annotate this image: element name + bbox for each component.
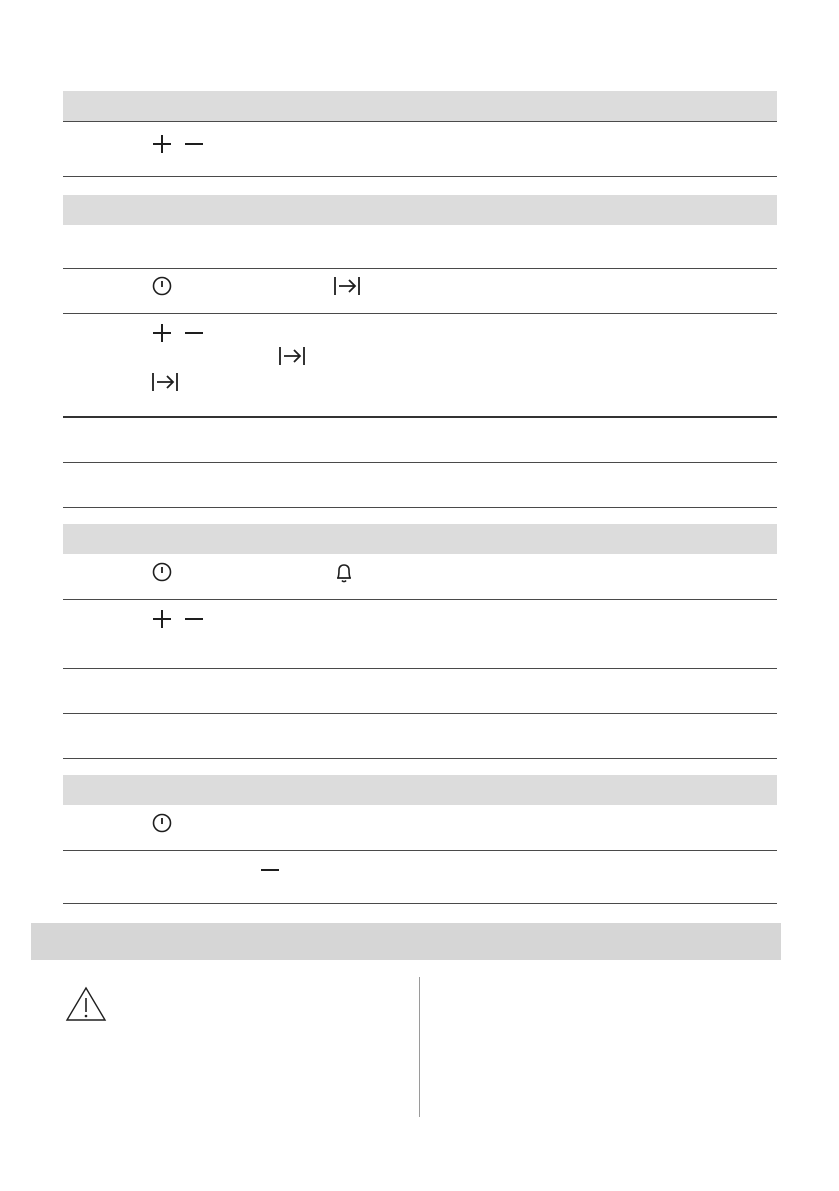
plus-icon xyxy=(151,608,173,630)
table-rule xyxy=(63,176,777,177)
arrow-to-bar-icon xyxy=(333,276,361,296)
section-header-band-2 xyxy=(63,195,777,225)
minus-icon xyxy=(183,608,205,630)
plus-icon xyxy=(151,322,173,344)
table-rule xyxy=(63,268,777,269)
chapter-header-band xyxy=(31,923,781,960)
clock-icon xyxy=(152,813,172,833)
section-header-band-1 xyxy=(63,91,777,121)
warning-icon xyxy=(65,986,107,1022)
column-separator xyxy=(419,977,420,1117)
table-rule xyxy=(63,850,777,851)
table-rule xyxy=(63,313,777,314)
table-rule xyxy=(63,903,777,904)
minus-icon xyxy=(183,133,205,155)
minus-icon xyxy=(259,859,281,881)
minus-icon xyxy=(183,322,205,344)
table-rule xyxy=(63,462,777,463)
arrow-to-bar-icon xyxy=(278,346,306,366)
plus-icon xyxy=(151,133,173,155)
clock-icon xyxy=(152,562,172,582)
table-rule xyxy=(63,599,777,600)
clock-icon xyxy=(152,276,172,296)
arrow-to-bar-icon xyxy=(151,372,179,392)
table-rule xyxy=(63,121,777,122)
bell-icon xyxy=(334,562,354,584)
table-rule-thick xyxy=(63,416,777,418)
section-header-band-4 xyxy=(63,775,777,805)
section-header-band-3 xyxy=(63,524,777,554)
table-rule xyxy=(63,668,777,669)
table-rule xyxy=(63,713,777,714)
table-rule xyxy=(63,758,777,759)
table-rule xyxy=(63,507,777,508)
